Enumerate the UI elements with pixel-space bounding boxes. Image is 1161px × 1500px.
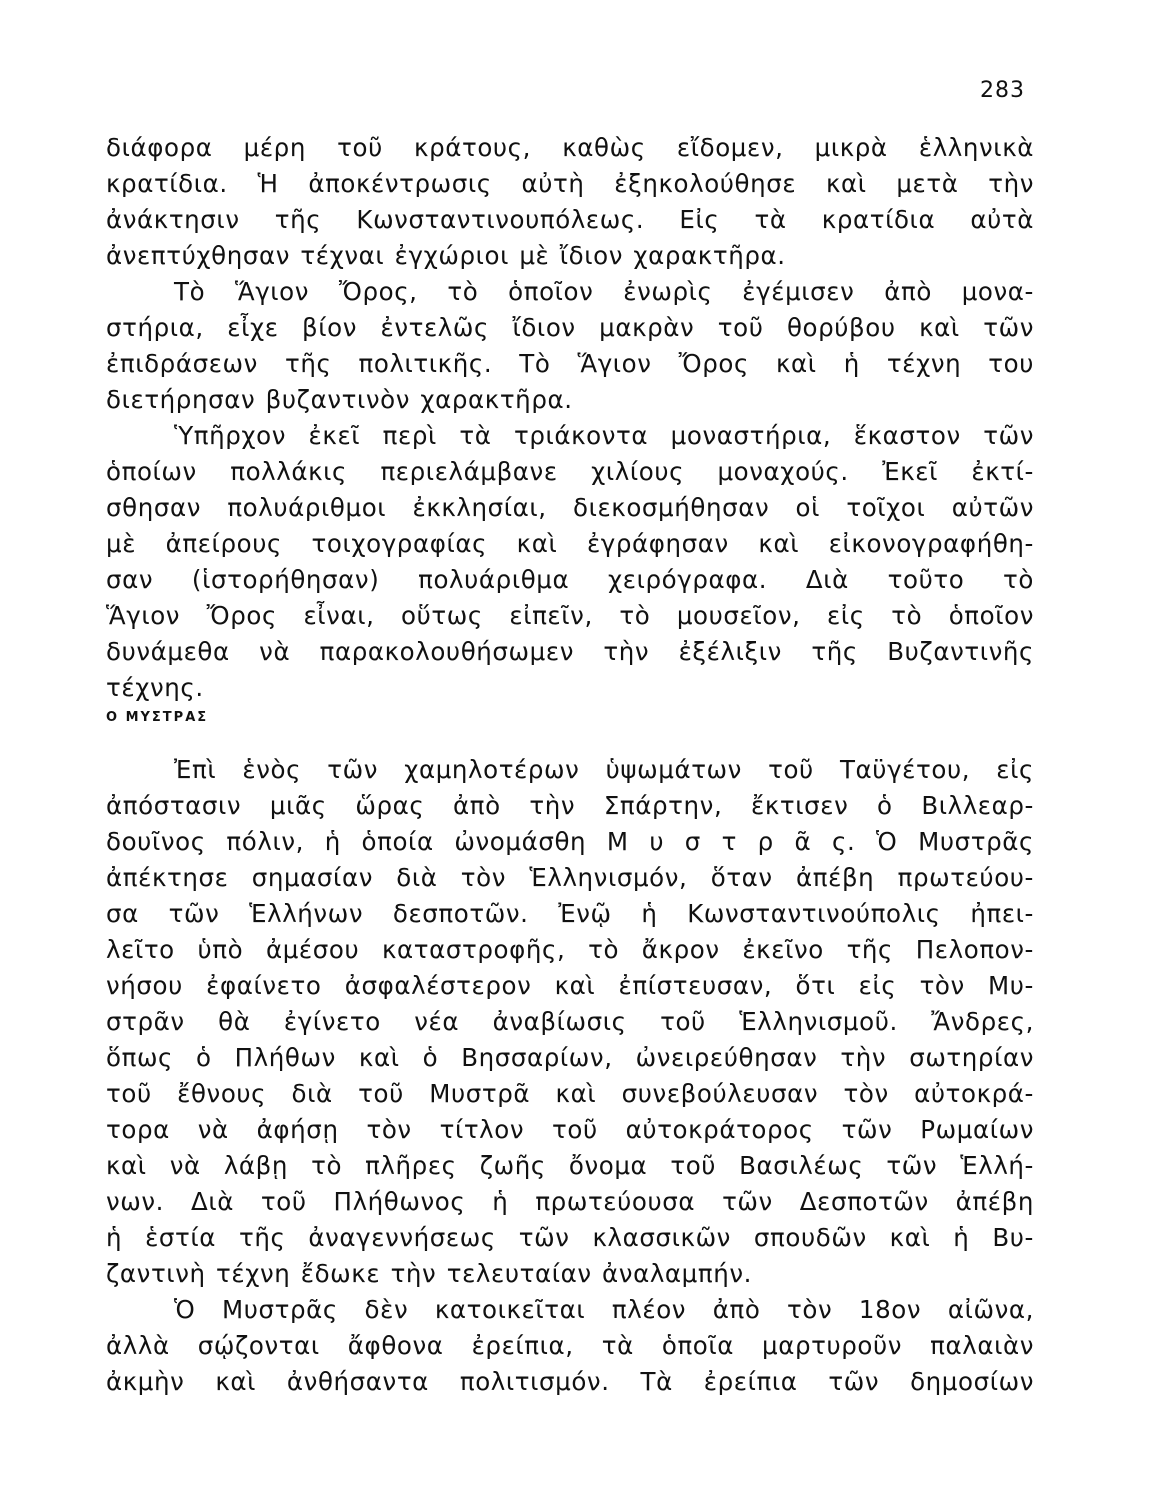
text-line: στήρια, εἶχε βίον ἐντελῶς ἴδιον μακρὰν τοῦ θορύβου καὶ τῶν (106, 313, 1034, 342)
text-line: δυνάμεθα νὰ παρακολουθήσωμεν τὴν ἐξέλιξιν τῆς Βυζαντινῆς (106, 637, 1034, 666)
page-number: 283 (980, 78, 1025, 103)
text-line: νήσου ἐφαίνετο ἀσφαλέστερον καὶ ἐπίστευσαν, ὅτι εἰς τὸν Μυ- (106, 971, 1034, 1000)
text-line: ἀπέκτησε σημασίαν διὰ τὸν Ἑλληνισμόν, ὅταν ἀπέβη πρωτεύου- (106, 863, 1034, 892)
text-line: Τὸ Ἅγιον Ὄρος, τὸ ὁποῖον ἐνωρὶς ἐγέμισεν ἀπὸ μονα- (174, 277, 1034, 306)
text-line: στρᾶν θὰ ἐγίνετο νέα ἀναβίωσις τοῦ Ἑλληνισμοῦ. Ἄνδρες, (106, 1007, 1034, 1036)
section-heading: Ο ΜΥΣΤΡΑΣ (106, 710, 209, 725)
text-line: ζαντινὴ τέχνη ἔδωκε τὴν τελευταίαν ἀναλαμπήν. (106, 1259, 753, 1288)
text-line: ἀλλὰ σῴζονται ἄφθονα ἐρείπια, τὰ ὁποῖα μαρτυροῦν παλαιὰν (106, 1331, 1034, 1360)
text-line: καὶ νὰ λάβῃ τὸ πλῆρες ζωῆς ὄνομα τοῦ Βασιλέως τῶν Ἑλλή- (106, 1151, 1034, 1180)
section-athos-text (106, 130, 1034, 706)
text-line: Ἅγιον Ὄρος εἶναι, οὕτως εἰπεῖν, τὸ μουσεῖον, εἰς τὸ ὁποῖον (106, 601, 1034, 630)
text-line: κρατίδια. Ἡ ἀποκέντρωσις αὐτὴ ἐξηκολούθησε καὶ μετὰ τὴν (106, 169, 1034, 198)
text-line: σα τῶν Ἑλλήνων δεσποτῶν. Ἐνῷ ἡ Κωνσταντινούπολις ἠπει- (106, 899, 1034, 928)
text-line: ὅπως ὁ Πλήθων καὶ ὁ Βησσαρίων, ὠνειρεύθησαν τὴν σωτηρίαν (106, 1043, 1034, 1072)
text-line: ἐπιδράσεων τῆς πολιτικῆς. Τὸ Ἅγιον Ὄρος καὶ ἡ τέχνη του (106, 349, 1034, 378)
text-line: τοῦ ἔθνους διὰ τοῦ Μυστρᾶ καὶ συνεβούλευσαν τὸν αὐτοκρά- (106, 1079, 1034, 1108)
text-line: τέχνης. (106, 673, 204, 702)
text-line: ἀπόστασιν μιᾶς ὥρας ἀπὸ τὴν Σπάρτην, ἔκτισεν ὁ Βιλλεαρ- (106, 791, 1034, 820)
text-line: νων. Διὰ τοῦ Πλήθωνος ἡ πρωτεύουσα τῶν Δεσποτῶν ἀπέβη (106, 1187, 1034, 1216)
text-line: Ἐπὶ ἑνὸς τῶν χαμηλοτέρων ὑψωμάτων τοῦ Ταϋγέτου, εἰς (174, 755, 1034, 784)
text-line: διετήρησαν βυζαντινὸν χαρακτῆρα. (106, 385, 573, 414)
text-line: τορα νὰ ἀφήσῃ τὸν τίτλον τοῦ αὐτοκράτορος τῶν Ρωμαίων (106, 1115, 1034, 1144)
text-line: ὁποίων πολλάκις περιελάμβανε χιλίους μοναχούς. Ἐκεῖ ἐκτί- (106, 457, 1034, 486)
text-line: διάφορα μέρη τοῦ κράτους, καθὼς εἴδομεν, μικρὰ ἑλληνικὰ (106, 133, 1034, 162)
section-mystras-text (106, 752, 1034, 1400)
text-line: Ὑπῆρχον ἐκεῖ περὶ τὰ τριάκοντα μοναστήρια, ἕκαστον τῶν (174, 421, 1034, 450)
text-line: ἀκμὴν καὶ ἀνθήσαντα πολιτισμόν. Τὰ ἐρείπια τῶν δημοσίων (106, 1367, 1034, 1396)
text-line: ἀνάκτησιν τῆς Κωνσταντινουπόλεως. Εἰς τὰ κρατίδια αὐτὰ (106, 205, 1034, 234)
text-line: ἡ ἑστία τῆς ἀναγεννήσεως τῶν κλασσικῶν σπουδῶν καὶ ἡ Βυ- (106, 1223, 1034, 1252)
text-line: σθησαν πολυάριθμοι ἐκκλησίαι, διεκοσμήθησαν οἱ τοῖχοι αὐτῶν (106, 493, 1034, 522)
text-line: δουῖνος πόλιν, ἡ ὁποία ὠνομάσθη Μ υ σ τ ρ ᾶ ς. Ὁ Μυστρᾶς (106, 827, 1034, 856)
text-line: Ὁ Μυστρᾶς δὲν κατοικεῖται πλέον ἀπὸ τὸν 18ον αἰῶνα, (174, 1295, 1034, 1324)
text-line: ἀνεπτύχθησαν τέχναι ἐγχώριοι μὲ ἴδιον χαρακτῆρα. (106, 241, 786, 270)
text-line: σαν (ἱστορήθησαν) πολυάριθμα χειρόγραφα. Διὰ τοῦτο τὸ (106, 565, 1034, 594)
text-line: λεῖτο ὑπὸ ἀμέσου καταστροφῆς, τὸ ἄκρον ἐκεῖνο τῆς Πελοπον- (106, 935, 1034, 964)
text-line: μὲ ἀπείρους τοιχογραφίας καὶ ἐγράφησαν καὶ εἰκονογραφήθη- (106, 529, 1034, 558)
